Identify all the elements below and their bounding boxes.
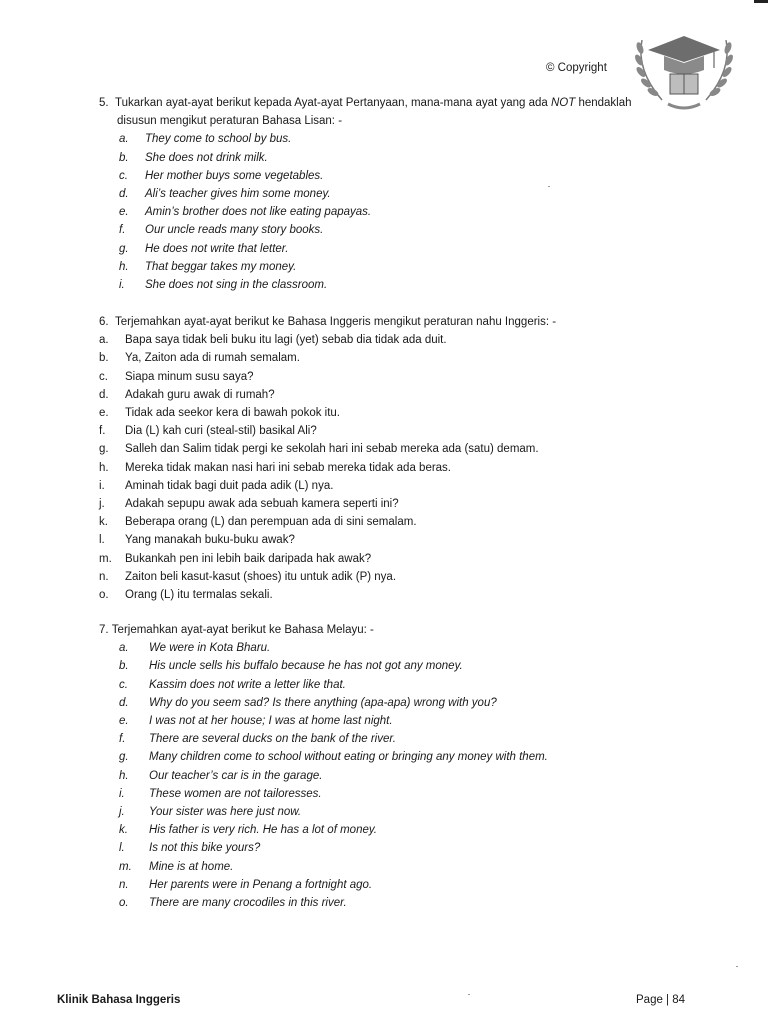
- list-item: [99, 422, 679, 440]
- item-text: Is not this bike yours?: [149, 842, 261, 855]
- item-text: Adakah sepupu awak ada sebuah kamera seperti ini?: [125, 498, 399, 511]
- item-label: f.: [119, 733, 126, 746]
- list-item: [99, 440, 679, 458]
- item-text: Her parents were in Penang a fortnight ago.: [149, 878, 373, 891]
- item-text: She does not drink milk.: [145, 151, 268, 164]
- list-item: [119, 785, 679, 803]
- item-label: j.: [99, 498, 105, 511]
- item-text: I was not at her house; I was at home last night.: [149, 715, 393, 728]
- item-label: d.: [119, 696, 129, 709]
- item-label: d.: [119, 188, 129, 201]
- list-item: [119, 639, 679, 657]
- list-item: [99, 550, 679, 568]
- item-label: c.: [119, 678, 128, 691]
- question-6-items: [99, 331, 679, 604]
- question-7-stem: [99, 621, 679, 639]
- list-item: [119, 657, 679, 675]
- item-label: e.: [119, 715, 129, 728]
- item-label: f.: [119, 224, 126, 237]
- list-item: [119, 748, 679, 766]
- item-label: a.: [99, 334, 109, 347]
- page-number: Page | 84: [636, 994, 686, 1006]
- item-label: e.: [119, 206, 129, 219]
- item-text: They come to school by bus.: [145, 133, 292, 146]
- item-label: f.: [99, 425, 106, 438]
- item-text: These women are not tailoresses.: [149, 787, 322, 800]
- item-text: Our teacher’s car is in the garage.: [149, 769, 323, 782]
- item-label: o.: [119, 897, 129, 910]
- list-item: [119, 839, 679, 857]
- list-item: [119, 240, 679, 258]
- question-5-stem: [99, 94, 679, 112]
- item-label: o.: [99, 589, 109, 602]
- list-item: [119, 258, 679, 276]
- item-text: Her mother buys some vegetables.: [145, 169, 324, 182]
- item-text: Bapa saya tidak beli buku itu lagi (yet) sebab dia tidak ada duit.: [125, 334, 447, 347]
- question-7-items: [119, 639, 679, 912]
- item-text: We were in Kota Bharu.: [149, 642, 271, 655]
- item-text: There are many crocodiles in this river.: [149, 897, 347, 910]
- list-item: [119, 167, 679, 185]
- item-label: b.: [119, 660, 129, 673]
- list-item: [119, 767, 679, 785]
- list-item: [119, 185, 679, 203]
- question-5-stem-emphasis: NOT: [550, 97, 576, 109]
- item-text: Amin’s brother does not like eating papayas.: [145, 206, 372, 219]
- list-item: [99, 531, 679, 549]
- question-6-stem-text: Terjemahkan ayat-ayat berikut ke Bahasa Inggeris mengikut peraturan nahu Inggeris: -: [114, 316, 557, 328]
- list-item: [119, 694, 679, 712]
- item-text: Aminah tidak bagi duit pada adik (L) nya.: [125, 479, 334, 492]
- item-text: He does not write that letter.: [145, 242, 289, 255]
- item-label: a.: [119, 642, 129, 655]
- item-label: h.: [119, 769, 129, 782]
- question-6: [99, 313, 679, 604]
- list-item: [119, 203, 679, 221]
- item-text: Your sister was here just now.: [149, 806, 302, 819]
- list-item: [99, 495, 679, 513]
- list-item: [99, 568, 679, 586]
- question-number: 5.: [99, 97, 109, 109]
- copyright-notice: © Copyright: [546, 62, 607, 74]
- question-7: [99, 621, 679, 912]
- list-item: [119, 221, 679, 239]
- item-label: m.: [99, 552, 112, 565]
- item-text: Mine is at home.: [149, 860, 234, 873]
- list-item: [119, 730, 679, 748]
- item-text: His uncle sells his buffalo because he has not got any money.: [149, 660, 463, 673]
- item-label: c.: [119, 169, 128, 182]
- item-label: i.: [99, 479, 105, 492]
- scan-speck: [468, 994, 470, 995]
- question-7-stem-text: Terjemahkan ayat-ayat berikut ke Bahasa Melayu: -: [111, 624, 374, 636]
- list-item: [119, 712, 679, 730]
- item-text: Many children come to school without eating or bringing any money with them.: [149, 751, 548, 764]
- item-label: n.: [99, 570, 109, 583]
- list-item: [119, 858, 679, 876]
- item-text: Tidak ada seekor kera di bawah pokok itu.: [125, 407, 341, 420]
- scan-speck: [736, 966, 738, 967]
- question-5-stem-text-end: hendaklah: [575, 97, 632, 109]
- list-item: [119, 149, 679, 167]
- item-label: l.: [99, 534, 105, 547]
- question-6-stem: [99, 313, 679, 331]
- item-text: Orang (L) itu termalas sekali.: [125, 589, 273, 602]
- list-item: [99, 386, 679, 404]
- item-text: Siapa minum susu saya?: [125, 370, 254, 383]
- list-item: [119, 876, 679, 894]
- list-item: [119, 676, 679, 694]
- list-item: [119, 276, 679, 294]
- list-item: [99, 477, 679, 495]
- item-label: d.: [99, 388, 109, 401]
- item-text: Ya, Zaiton ada di rumah semalam.: [125, 352, 300, 365]
- list-item: [99, 331, 679, 349]
- page-edge-mark: [754, 0, 768, 3]
- item-label: g.: [119, 751, 129, 764]
- item-text: There are several ducks on the bank of the river.: [149, 733, 396, 746]
- list-item: [99, 404, 679, 422]
- list-item: [99, 459, 679, 477]
- item-label: l.: [119, 842, 125, 855]
- item-text: Kassim does not write a letter like that.: [149, 678, 346, 691]
- item-label: e.: [99, 407, 109, 420]
- scan-speck: [548, 186, 550, 187]
- item-label: n.: [119, 878, 129, 891]
- item-label: m.: [119, 860, 132, 873]
- item-text: Adakah guru awak di rumah?: [125, 388, 275, 401]
- item-text: Ali’s teacher gives him some money.: [145, 188, 331, 201]
- item-text: His father is very rich. He has a lot of money.: [149, 824, 377, 837]
- item-label: i.: [119, 279, 125, 292]
- item-text: Our uncle reads many story books.: [145, 224, 324, 237]
- item-label: c.: [99, 370, 108, 383]
- item-text: Zaiton beli kasut-kasut (shoes) itu untuk adik (P) nya.: [125, 570, 397, 583]
- question-5: [99, 94, 679, 294]
- list-item: [119, 130, 679, 148]
- question-number: 7.: [99, 624, 109, 636]
- item-label: g.: [99, 443, 109, 456]
- list-item: [119, 803, 679, 821]
- item-label: g.: [119, 242, 129, 255]
- list-item: [99, 349, 679, 367]
- question-5-stem-line2: disusun mengikut peraturan Bahasa Lisan: -: [117, 115, 343, 128]
- item-text: That beggar takes my money.: [145, 260, 297, 273]
- item-label: i.: [119, 787, 125, 800]
- list-item: [99, 513, 679, 531]
- item-label: b.: [99, 352, 109, 365]
- footer-title: Klinik Bahasa Inggeris: [57, 994, 181, 1006]
- item-label: h.: [99, 461, 109, 474]
- item-label: k.: [119, 824, 128, 837]
- item-label: a.: [119, 133, 129, 146]
- list-item: [99, 368, 679, 386]
- item-text: Bukankah pen ini lebih baik daripada hak awak?: [125, 552, 372, 565]
- list-item: [119, 821, 679, 839]
- question-number: 6.: [99, 316, 109, 328]
- item-text: Mereka tidak makan nasi hari ini sebab mereka tidak ada beras.: [125, 461, 452, 474]
- item-text: Yang manakah buku-buku awak?: [125, 534, 295, 547]
- item-text: Dia (L) kah curi (steal-stil) basikal Ali?: [125, 425, 317, 438]
- item-label: h.: [119, 260, 129, 273]
- item-label: j.: [119, 806, 125, 819]
- list-item: [119, 894, 679, 912]
- item-text: She does not sing in the classroom.: [145, 279, 328, 292]
- item-text: Salleh dan Salim tidak pergi ke sekolah hari ini sebab mereka ada (satu) demam.: [125, 443, 539, 456]
- question-5-stem-text: Tukarkan ayat-ayat berikut kepada Ayat-ayat Pertanyaan, mana-mana ayat yang ada: [114, 97, 551, 109]
- item-label: k.: [99, 516, 108, 529]
- question-5-items: [119, 130, 679, 294]
- item-text: Why do you seem sad? Is there anything (apa-apa) wrong with you?: [149, 696, 497, 709]
- item-label: b.: [119, 151, 129, 164]
- list-item: [99, 586, 679, 604]
- item-text: Beberapa orang (L) dan perempuan ada di sini semalam.: [125, 516, 417, 529]
